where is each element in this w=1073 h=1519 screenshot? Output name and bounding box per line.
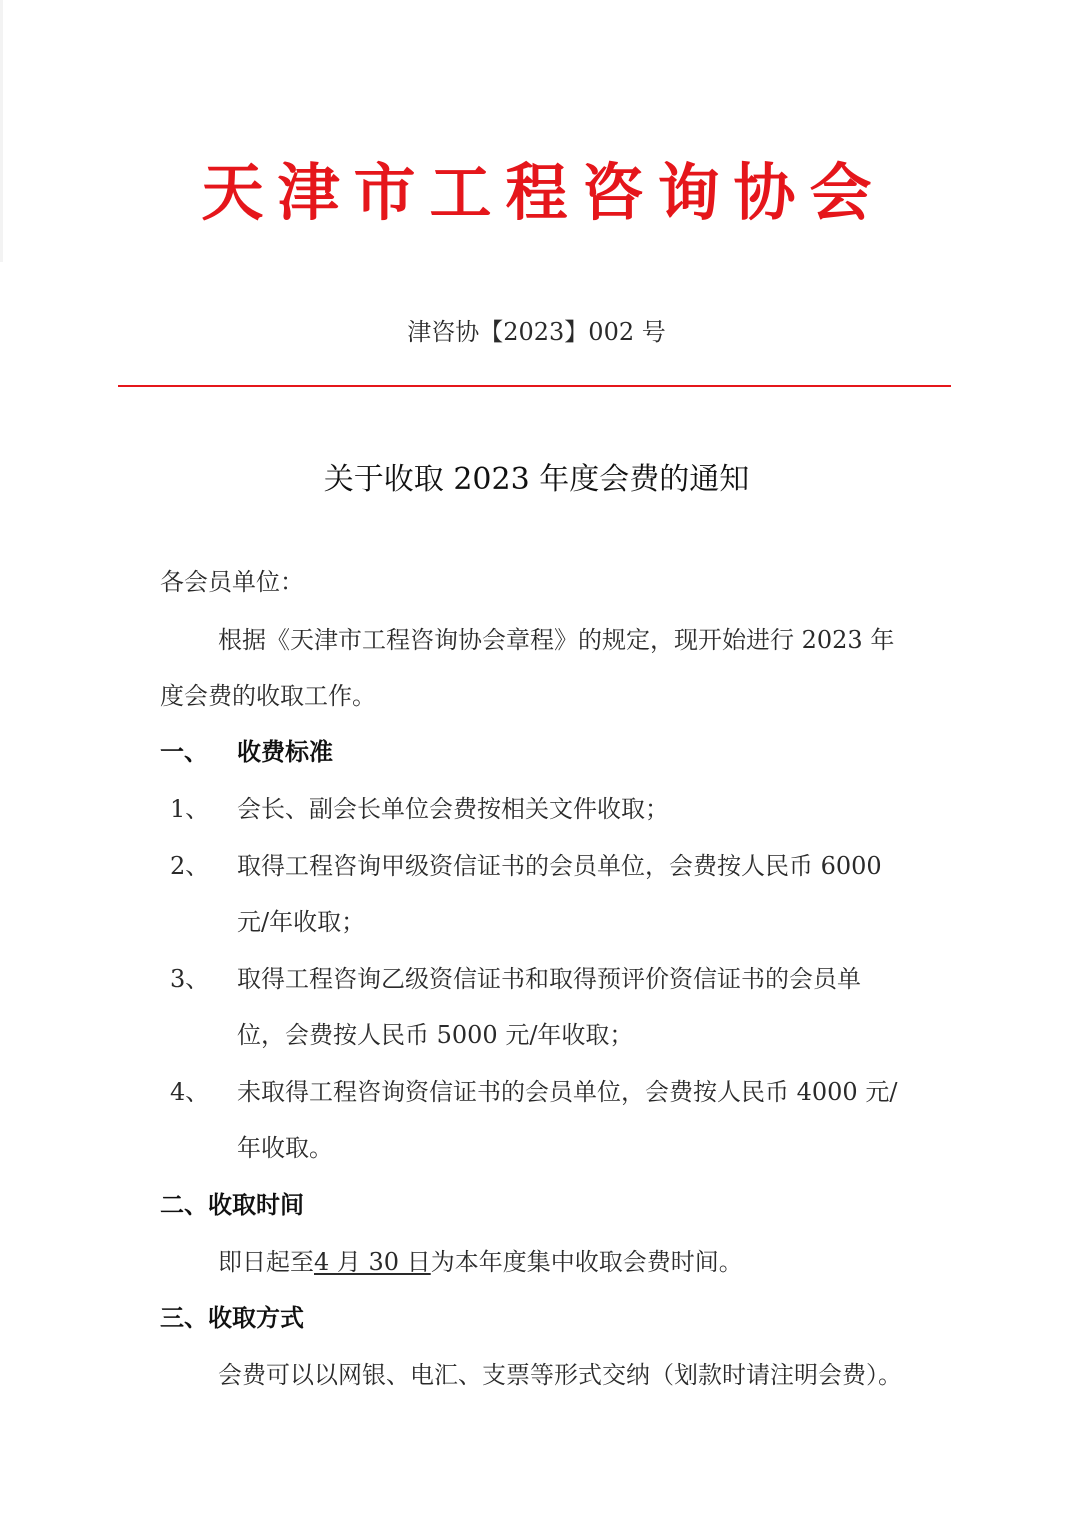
section-3-title: 三、收取方式: [160, 1303, 304, 1332]
fee-item-2-line-1: 取得工程咨询甲级资信证书的会员单位，会费按人民币 6000: [237, 852, 882, 880]
fee-item-3-number: 3、: [170, 965, 210, 993]
collection-deadline-date: 4 月 30 日: [314, 1248, 431, 1276]
salutation: 各会员单位：: [160, 568, 304, 596]
fee-item-4-line-2: 年收取。: [237, 1134, 333, 1162]
collection-time-suffix: 为本年度集中收取会费时间。: [430, 1248, 743, 1276]
section-1-number: 一、: [160, 737, 208, 766]
fee-item-3-line-1: 取得工程咨询乙级资信证书和取得预评价资信证书的会员单: [237, 965, 861, 993]
fee-item-2-line-2: 元/年收取；: [237, 908, 366, 936]
fee-item-4-number: 4、: [170, 1078, 210, 1106]
collection-time-text: [218, 1244, 743, 1280]
intro-paragraph-line-2: 度会费的收取工作。: [160, 682, 376, 710]
collection-time-prefix: 即日起至: [218, 1248, 314, 1276]
payment-method-text: 会费可以以网银、电汇、支票等形式交纳（划款时请注明会费）。: [218, 1361, 902, 1389]
section-2-title: 二、收取时间: [160, 1190, 304, 1219]
section-1-title: 收费标准: [237, 737, 333, 766]
fee-item-3-line-2: 位，会费按人民币 5000 元/年收取；: [237, 1021, 634, 1049]
document-number: 津咨协【2023】002 号: [407, 318, 666, 346]
fee-item-4-line-1: 未取得工程咨询资信证书的会员单位，会费按人民币 4000 元/: [237, 1078, 898, 1106]
fee-item-1-number: 1、: [170, 795, 210, 823]
red-header-divider: [118, 385, 951, 387]
fee-item-1-line-1: 会长、副会长单位会费按相关文件收取；: [237, 795, 669, 823]
notice-title: 关于收取 2023 年度会费的通知: [323, 462, 750, 497]
intro-paragraph-line-1: 根据《天津市工程咨询协会章程》的规定，现开始进行 2023 年: [218, 626, 895, 654]
fee-item-2-number: 2、: [170, 852, 210, 880]
organization-name-header: 天津市工程咨询协会: [201, 156, 886, 229]
